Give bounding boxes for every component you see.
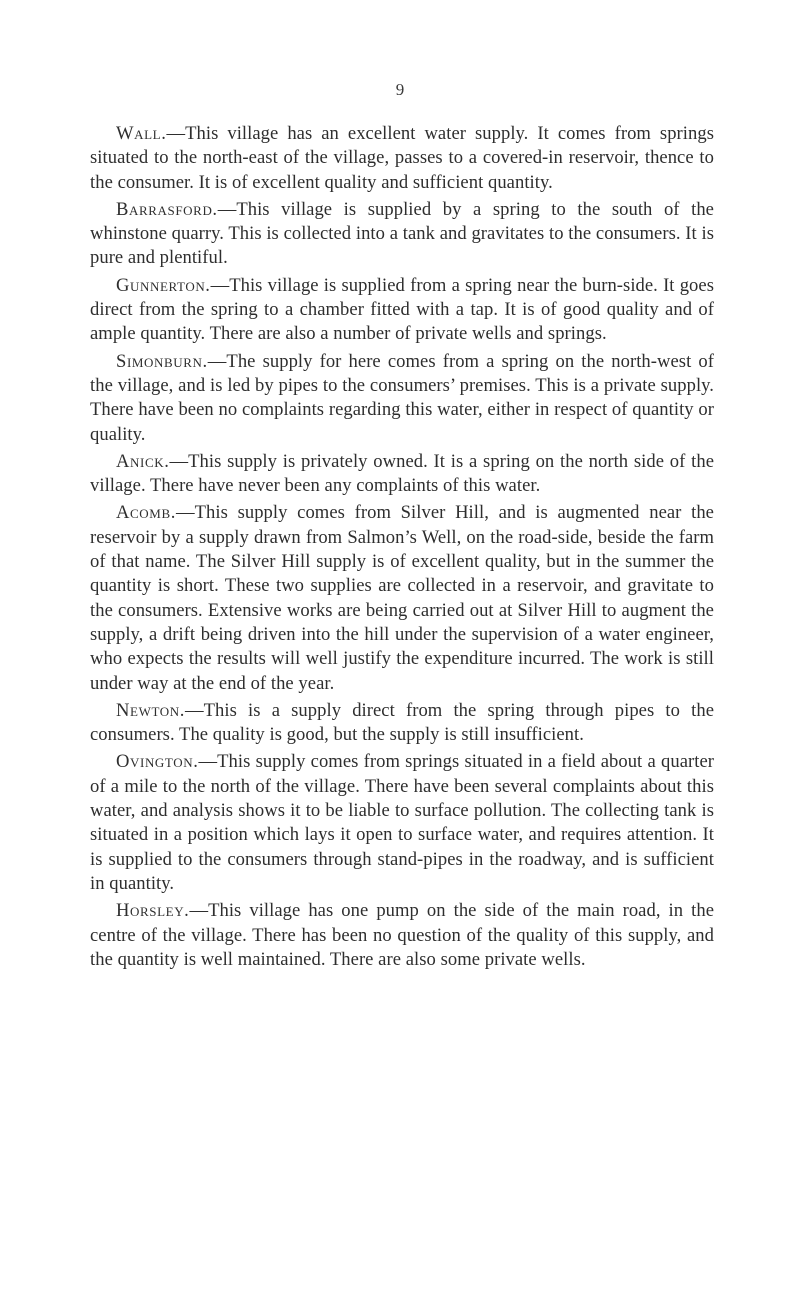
page-number: 9	[395, 80, 405, 99]
paragraph-text: —This supply comes from springs situated in a field about a quarter of a mile to the north of the village. There have been several complaints about this water, and analysis shows it to be liable to surface pollution. The collecting tank is situated in a position which lays it open to surface water, and requires attention. It is supplied to the consumers through stand-pipes in the roadway, and is sufficient in quantity.	[90, 751, 714, 894]
paragraph-text: —This village is supplied by a spring to the south of the whinstone quarry. This is collected into a tank and gravitates to the consumers. It is pure and plentiful.	[90, 198, 714, 269]
paragraph-barrasford	[90, 198, 714, 271]
place-name: Anick.	[116, 450, 170, 472]
paragraph-text: —This village has one pump on the side of the main road, in the centre of the village. There has been no question of the quality of this supply, and the quantity is well maintained. There are also some private wells.	[90, 900, 714, 970]
place-name: Horsley.	[116, 900, 190, 922]
place-name: Acomb.	[116, 502, 176, 524]
paragraph-text: —This supply is privately owned. It is a spring on the north side of the village. There have never been any complaints of this water.	[90, 450, 714, 497]
paragraph-text: —This is a supply direct from the spring through pipes to the consumers. The quality is good, but the supply is still insufficient.	[90, 699, 714, 746]
body-text	[90, 122, 714, 975]
paragraph-text: —This village is supplied from a spring near the burn-side. It goes direct from the spring to a chamber fitted with a tap. It is of good quality and of ample quantity. There are also a number of private wells and springs.	[90, 274, 714, 345]
paragraph-text: —This village has an excellent water supply. It comes from springs situated to the north-east of the village, passes to a covered-in reservoir, thence to the consumer. It is of excellent quality and sufficient quantity.	[90, 123, 714, 193]
place-name: Barrasford.	[116, 198, 218, 220]
paragraph-wall	[90, 122, 714, 195]
paragraph-horsley	[90, 899, 714, 972]
place-name: Simonburn.	[116, 350, 208, 372]
paragraph-ovington	[90, 750, 714, 896]
paragraph-anick	[90, 450, 714, 499]
paragraph-text: —This supply comes from Silver Hill, and is augmented near the reservoir by a supply drawn from Salmon’s Well, on the road-side, beside the farm of that name. The Silver Hill supply is of excellent quality, but in the summer the quantity is short. These two supplies are collected in a reservoir, and gravitate to the consumers. Extensive works are being carried out at Silver Hill to augment the supply, a drift being driven into the hill under the supervision of a water engineer, who expects the results will well justify the expenditure incurred. The work is still under way at the end of the year.	[90, 502, 714, 694]
paragraph-simonburn	[90, 350, 714, 447]
paragraph-text: —The supply for here comes from a spring on the north-west of the village, and is led by pipes to the consumers’ premises. This is a private supply. There have been no complaints regarding this water, either in respect of quantity or quality.	[90, 350, 714, 445]
place-name: Ovington.	[116, 751, 199, 773]
paragraph-gunnerton	[90, 274, 714, 347]
place-name: Newton.	[116, 699, 185, 721]
place-name: Gunnerton.	[116, 274, 211, 296]
paragraph-acomb	[90, 501, 714, 695]
place-name: Wall.	[116, 123, 167, 144]
paragraph-newton	[90, 699, 714, 748]
